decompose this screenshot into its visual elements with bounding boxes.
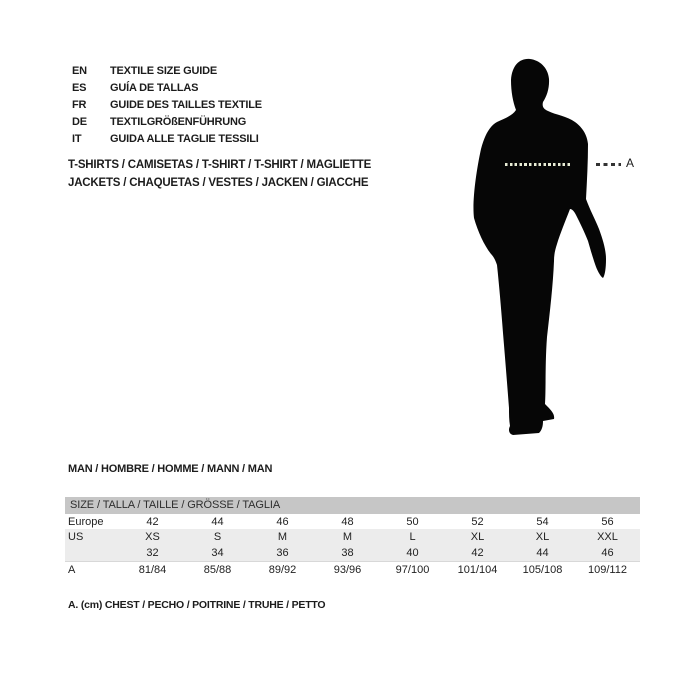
language-code: EN bbox=[72, 64, 87, 77]
size-cell: 97/100 bbox=[395, 564, 430, 576]
table-row-europe bbox=[65, 514, 640, 529]
size-table-header: SIZE / TALLA / TAILLE / GRÖSSE / TAGLIA bbox=[65, 497, 640, 514]
language-code: FR bbox=[72, 98, 87, 111]
language-label: GUÍA DE TALLAS bbox=[110, 81, 199, 94]
section-title-man: MAN / HOMBRE / HOMME / MANN / MAN bbox=[68, 463, 273, 475]
size-cell: 42 bbox=[471, 547, 484, 559]
chest-measure-line-on-body bbox=[505, 163, 571, 166]
size-cell: L bbox=[409, 531, 416, 543]
measure-label-a: A bbox=[626, 156, 635, 170]
language-label: TEXTILE SIZE GUIDE bbox=[110, 64, 218, 77]
size-cell: 42 bbox=[146, 515, 159, 528]
size-cell: XL bbox=[470, 531, 485, 543]
language-label: TEXTILGRÖßENFÜHRUNG bbox=[110, 115, 247, 128]
language-code: IT bbox=[72, 132, 82, 145]
man-silhouette-icon bbox=[455, 52, 635, 452]
size-cell: M bbox=[277, 531, 288, 543]
chest-measure-line-leader bbox=[596, 163, 621, 166]
size-cell: 101/104 bbox=[457, 564, 498, 576]
size-cell: 89/92 bbox=[268, 564, 297, 576]
size-cell: XL bbox=[535, 531, 550, 543]
size-cell: M bbox=[342, 531, 353, 543]
size-cell: 32 bbox=[146, 547, 159, 559]
language-label: GUIDA ALLE TAGLIE TESSILI bbox=[110, 132, 259, 145]
size-cell: 50 bbox=[406, 515, 419, 528]
garment-types-line2: JACKETS / CHAQUETAS / VESTES / JACKEN / GIACCHE bbox=[68, 176, 369, 189]
size-cell: 46 bbox=[601, 547, 614, 559]
size-cell: 105/108 bbox=[522, 564, 563, 576]
size-cell: 54 bbox=[536, 515, 549, 528]
size-table bbox=[65, 497, 640, 578]
size-cell: 81/84 bbox=[138, 564, 167, 576]
garment-types-line1: T-SHIRTS / CAMISETAS / T-SHIRT / T-SHIRT / MAGLIETTE bbox=[68, 159, 372, 171]
size-cell: 93/96 bbox=[333, 564, 362, 576]
size-cell: 40 bbox=[406, 547, 419, 559]
row-label: Europe bbox=[68, 515, 104, 528]
table-row-us-letter bbox=[65, 529, 640, 545]
size-cell: XXL bbox=[597, 531, 618, 543]
language-code: DE bbox=[72, 115, 87, 128]
row-label: US bbox=[68, 531, 84, 543]
language-code: ES bbox=[72, 81, 87, 94]
size-cell: 44 bbox=[536, 547, 549, 559]
size-cell: 34 bbox=[211, 547, 224, 559]
size-cell: 109/112 bbox=[588, 564, 627, 576]
size-cell: 48 bbox=[341, 515, 354, 528]
size-cell: 52 bbox=[471, 515, 484, 528]
chest-footnote: A. (cm) CHEST / PECHO / POITRINE / TRUHE / PETTO bbox=[68, 599, 326, 611]
size-cell: S bbox=[213, 531, 222, 543]
table-row-chest bbox=[65, 561, 640, 578]
size-cell: 56 bbox=[601, 515, 614, 528]
size-cell: 44 bbox=[211, 515, 224, 528]
size-cell: 46 bbox=[276, 515, 289, 528]
row-label: A bbox=[68, 564, 76, 576]
language-label: GUIDE DES TAILLES TEXTILE bbox=[110, 98, 262, 111]
size-cell: 85/88 bbox=[203, 564, 232, 576]
size-cell: 36 bbox=[276, 547, 289, 559]
size-cell: XS bbox=[145, 531, 160, 543]
size-cell: 38 bbox=[341, 547, 354, 559]
table-row-us-numeric bbox=[65, 545, 640, 561]
